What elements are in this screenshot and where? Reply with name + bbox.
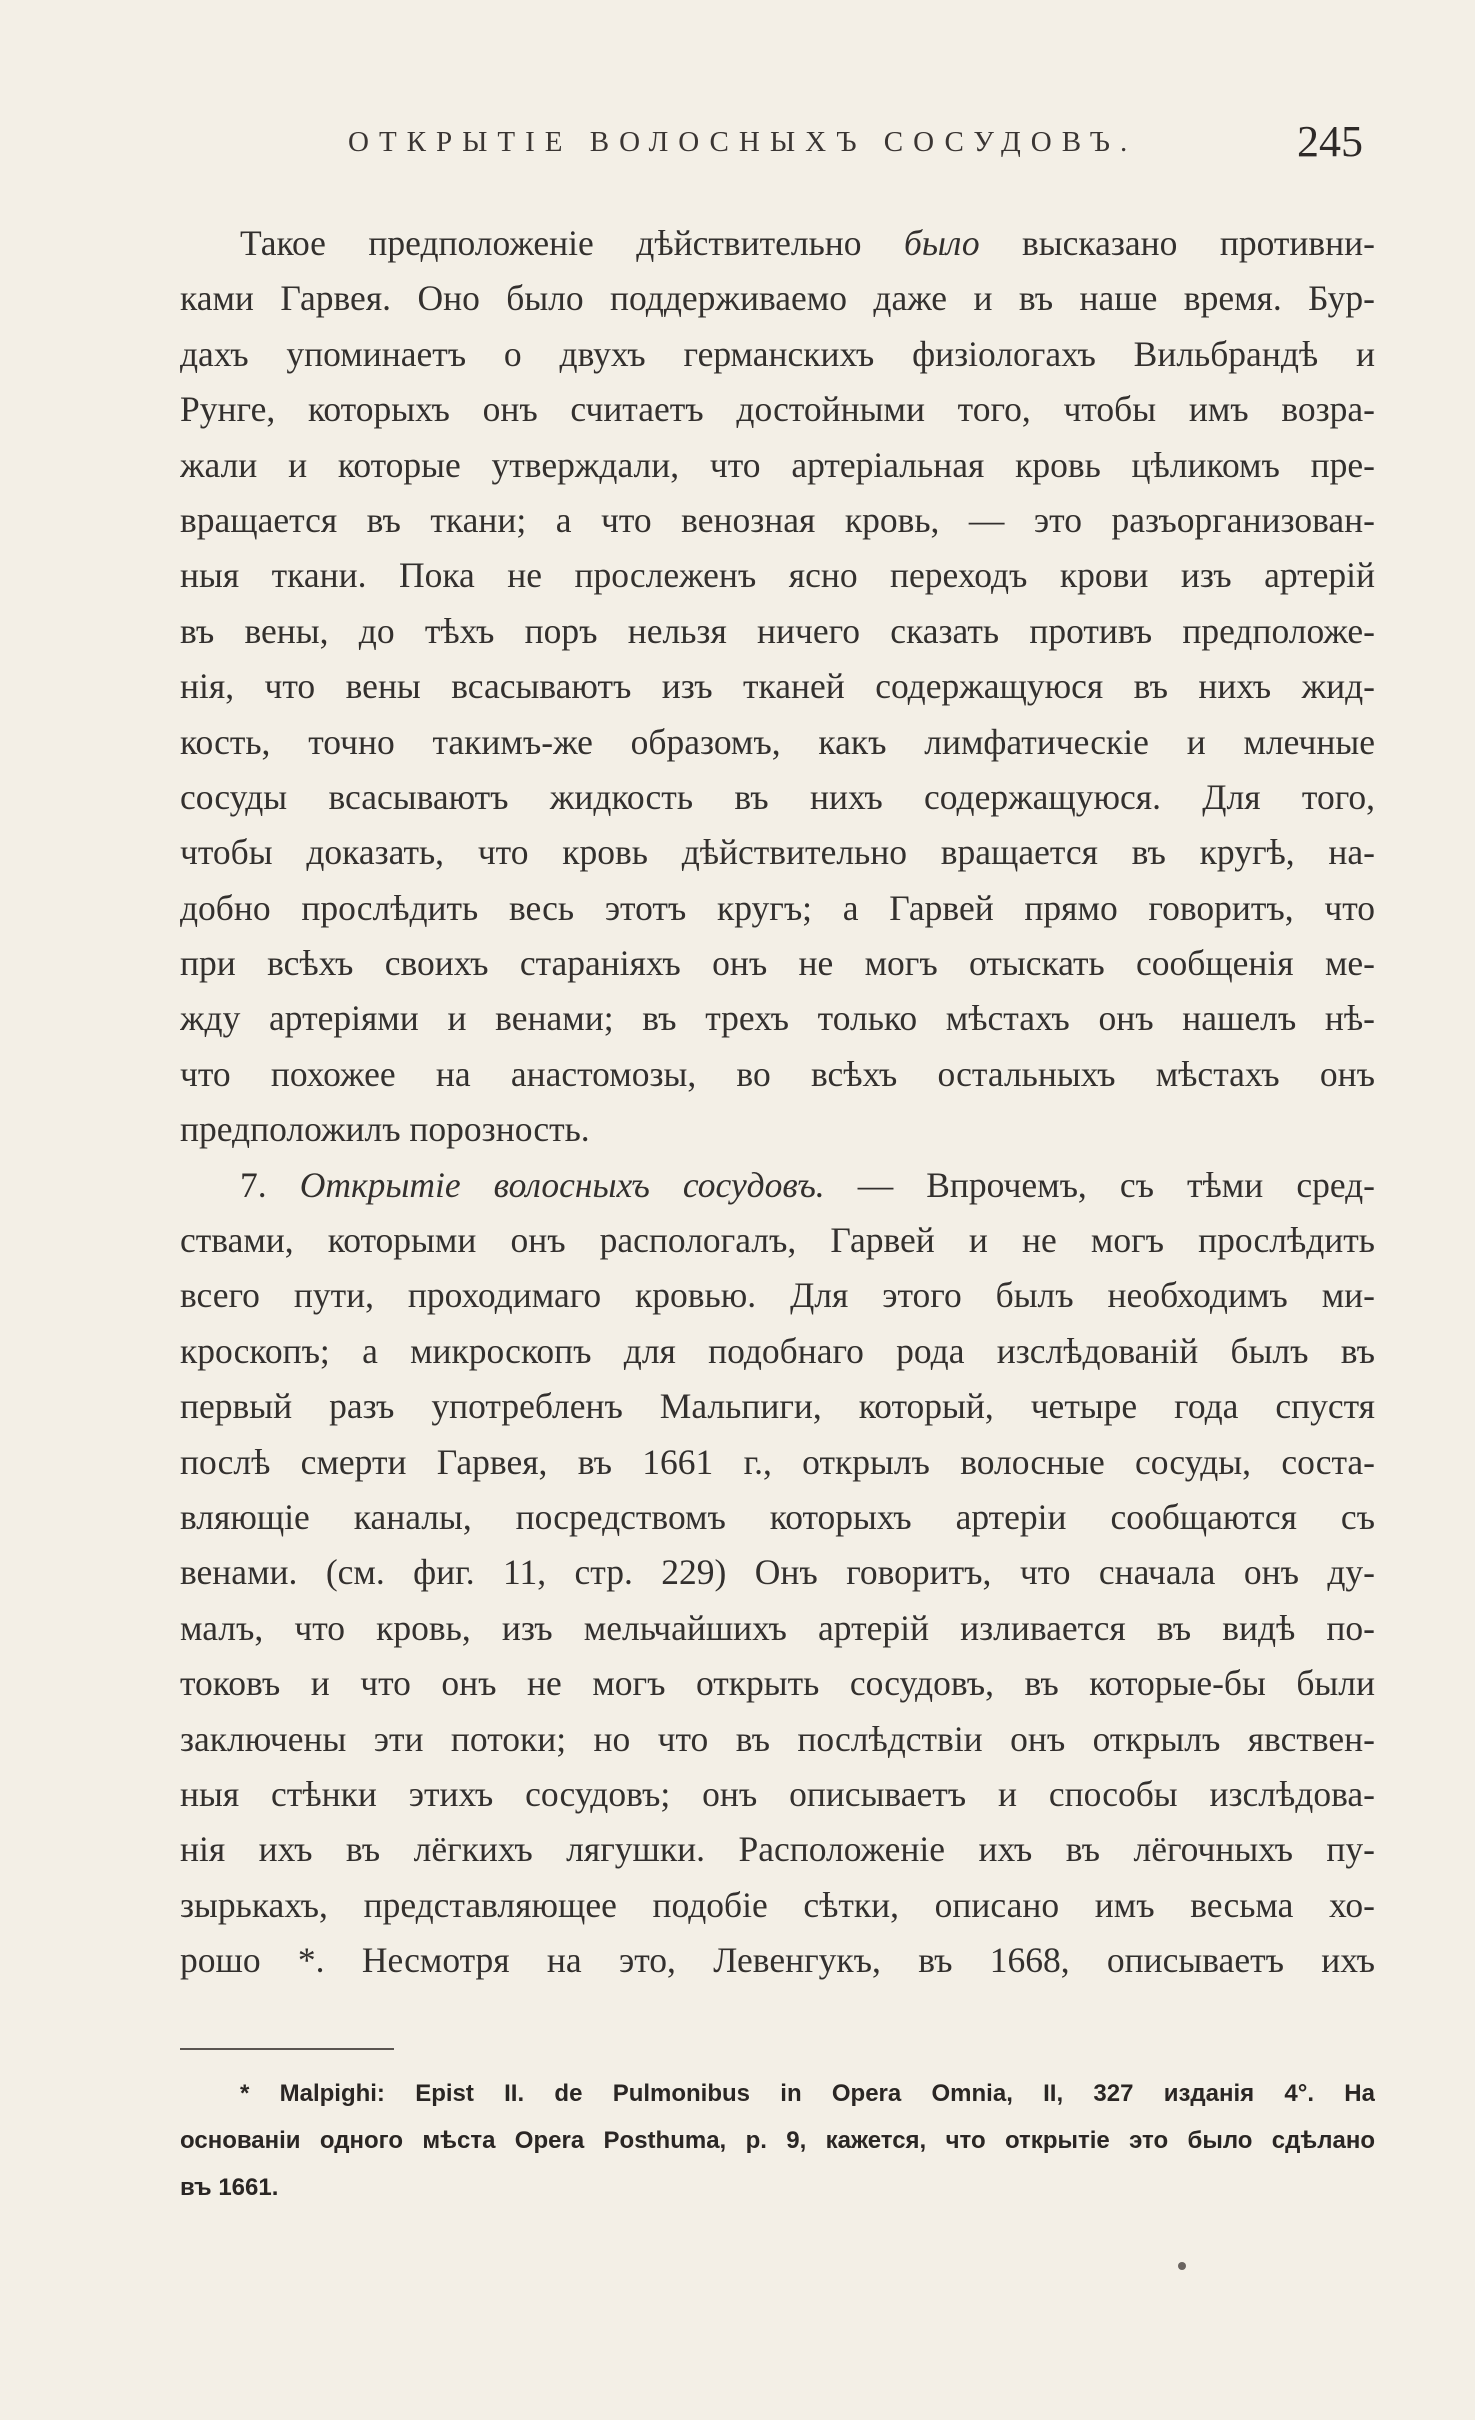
emphasis: было xyxy=(904,223,980,263)
text-line: первый разъ употребленъ Мальпиги, который, четыре года спустя xyxy=(180,1386,1375,1427)
section-title: Открытіе волосныхъ сосудовъ. xyxy=(299,1164,825,1205)
text-line: Рунге, которыхъ онъ считаетъ достойными того, чтобы имъ возра- xyxy=(180,389,1375,430)
text-line: жду артеріями и венами; въ трехъ только мѣстахъ онъ нашелъ нѣ- xyxy=(180,998,1375,1039)
text-line: въ вены, до тѣхъ поръ нельзя ничего сказать противъ предположе- xyxy=(180,610,1375,651)
footnote-line: основаніи одного мѣста Opera Posthuma, p. 9, кажется, что открытіе это было сдѣлано xyxy=(180,2127,1375,2154)
text-line: кроскопъ; а микроскопъ для подобнаго рода изслѣдованій былъ въ xyxy=(180,1330,1375,1371)
section-number: 7. xyxy=(240,1164,300,1205)
text-line: при всѣхъ своихъ стараніяхъ онъ не могъ отыскать сообщенія ме- xyxy=(180,943,1375,984)
text-line: токовъ и что онъ не могъ открыть сосудовъ, въ которые-бы были xyxy=(180,1663,1375,1704)
text-line: Такое предположеніе дѣйствительно было высказано противни- xyxy=(240,223,1375,263)
text-line: нія ихъ въ лёгкихъ лягушки. Расположеніе ихъ въ лёгочныхъ пу- xyxy=(180,1829,1375,1870)
page-number: 245 xyxy=(1297,117,1363,166)
text-line: что похожее на анастомозы, во всѣхъ остальныхъ мѣстахъ онъ xyxy=(180,1053,1375,1094)
text-line: чтобы доказать, что кровь дѣйствительно вращается въ кругѣ, на- xyxy=(180,832,1375,873)
text-line: вляющіе каналы, посредствомъ которыхъ артеріи сообщаются съ xyxy=(180,1496,1375,1537)
text-line: добно прослѣдить весь этотъ кругъ; а Гарвей прямо говоритъ, что xyxy=(180,887,1375,928)
footnote-line: въ 1661. xyxy=(180,2174,279,2201)
text-line: зырькахъ, представляющее подобіе сѣтки, описано имъ весьма хо- xyxy=(180,1884,1375,1925)
section-heading-line: 7. Открытіе волосныхъ сосудовъ. — Впрочемъ, съ тѣми сред- xyxy=(240,1164,1375,1205)
footnote xyxy=(180,2070,1375,2211)
body-text xyxy=(180,216,1375,1989)
text-line: ствами, которыми онъ распологалъ, Гарвей и не могъ прослѣдить xyxy=(180,1220,1375,1261)
text-line: ныя ткани. Пока не прослеженъ ясно переходъ крови изъ артерій xyxy=(180,555,1375,596)
text-line: ками Гарвея. Оно было поддерживаемо даже и въ наше время. Бур- xyxy=(180,278,1375,319)
page-header xyxy=(180,117,1375,172)
running-head: ОТКРЫТІЕ ВОЛОСНЫХЪ СОСУДОВЪ. xyxy=(348,126,1138,158)
text-line: нія, что вены всасываютъ изъ тканей содержащуюся въ нихъ жид- xyxy=(180,666,1375,707)
text-line: всего пути, проходимаго кровью. Для этого былъ необходимъ ми- xyxy=(180,1275,1375,1316)
text-line: ныя стѣнки этихъ сосудовъ; онъ описываетъ и способы изслѣдова- xyxy=(180,1773,1375,1814)
text-line: послѣ смерти Гарвея, въ 1661 г., открылъ волосные сосуды, соста- xyxy=(180,1441,1375,1482)
text-line: венами. (см. фиг. 11, стр. 229) Онъ говоритъ, что сначала онъ ду- xyxy=(180,1552,1375,1593)
footnote-divider xyxy=(180,2048,394,2050)
text-line: кость, точно такимъ-же образомъ, какъ лимфатическіе и млечные xyxy=(180,721,1375,762)
text-line: вращается въ ткани; а что венозная кровь, — это разъорганизован- xyxy=(180,499,1375,540)
footnote-line: * Malpighi: Epist II. de Pulmonibus in Opera Omnia, II, 327 изданія 4°. На xyxy=(240,2080,1375,2107)
text-line: сосуды всасываютъ жидкость въ нихъ содержащуюся. Для того, xyxy=(180,776,1375,817)
text-line: малъ, что кровь, изъ мельчайшихъ артерій изливается въ видѣ по- xyxy=(180,1607,1375,1648)
text-line: предположилъ порозность. xyxy=(180,1109,590,1150)
text-line: рошо *. Несмотря на это, Левенгукъ, въ 1668, описываетъ ихъ xyxy=(180,1940,1375,1981)
text-line: дахъ упоминаетъ о двухъ германскихъ физіологахъ Вильбрандѣ и xyxy=(180,333,1375,374)
print-speck xyxy=(1178,2262,1186,2270)
text-line: заключены эти потоки; но что въ послѣдствіи онъ открылъ явствен- xyxy=(180,1718,1375,1759)
text-line: жали и которые утверждали, что артеріальная кровь цѣликомъ пре- xyxy=(180,444,1375,485)
